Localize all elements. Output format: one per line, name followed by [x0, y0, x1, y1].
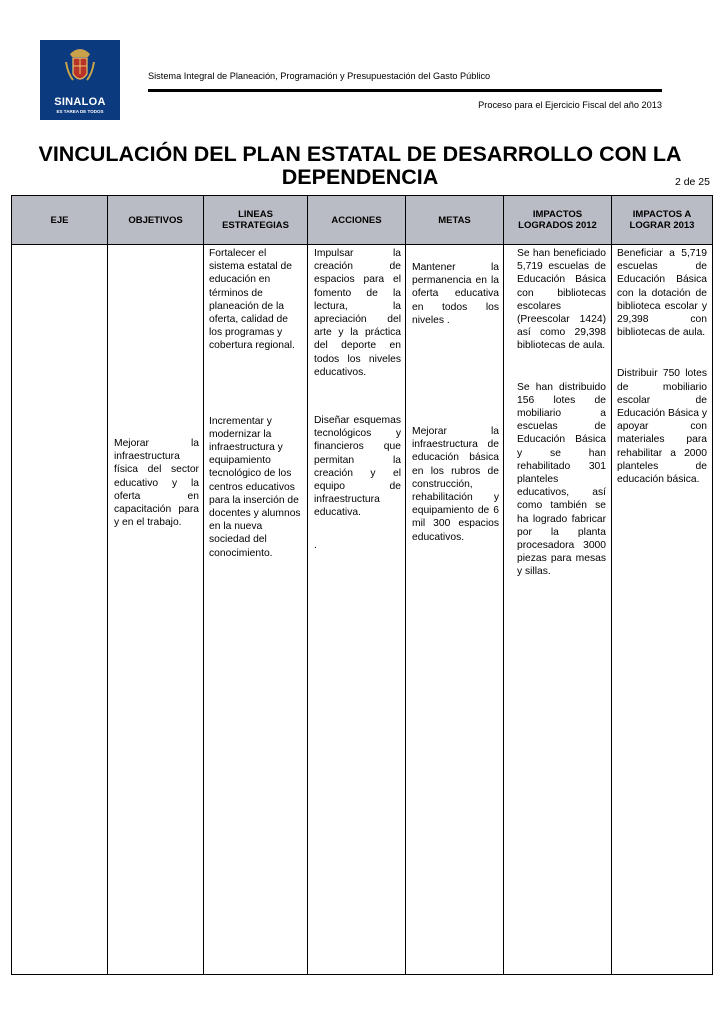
header-rule	[148, 89, 662, 92]
coat-of-arms-icon	[40, 40, 120, 96]
accion-text-2: Diseñar esquemas tecnológicos y financieros que permitan la creación y el equipo de infraestructura educativa.	[314, 415, 401, 519]
table-header-row	[12, 196, 713, 245]
page-number: 2 de 25	[674, 176, 710, 188]
accion-dot: .	[314, 539, 317, 551]
table-row	[12, 245, 713, 975]
header-lineas: LINEAS ESTRATEGIAS	[204, 196, 308, 245]
header-eje: EJE	[12, 196, 108, 245]
eje-cell	[12, 245, 108, 975]
lograr-text-1: Beneficiar a 5,719 escuelas de Educación Básica con la dotación de biblioteca escolar y 29,398 con bibliotecas de aula.	[617, 248, 707, 339]
meta-text-2: Mejorar la infraestructura de educación básica en los rubros de construcción, rehabilitación y equipamiento de 6 mil 300 espacios educativos.	[412, 426, 499, 543]
sinaloa-logo	[40, 40, 120, 120]
header-impactos-logrados: IMPACTOS LOGRADOS 2012	[504, 196, 612, 245]
objetivo-cell	[108, 245, 204, 975]
header-impactos-lograr: IMPACTOS A LOGRAR 2013	[612, 196, 713, 245]
lineas-cell	[204, 245, 308, 975]
logo-tagline: ES TAREA DE TODOS	[56, 109, 104, 114]
lograr-text-2: Distribuir 750 lotes de mobiliario escolar de Educación Básica y apoyar con materiales para rehabilitar a 2000 planteles de educación básica.	[617, 368, 707, 486]
linea-text-2: Incrementar y modernizar la infraestructura y equipamiento tecnológico de los centros educativos para la inserción de docentes y alumnos en la nueva sociedad del conocimiento.	[209, 415, 301, 559]
logrado-text-2: Se han distribuido 156 lotes de mobiliario a escuelas de Educación Básica y se han rehabilitado 301 planteles educativos, así como también se ha logrado fabricar por la planta procesadora 3000 piezas para mesas y sillas.	[517, 381, 606, 578]
page-title: VINCULACIÓN DEL PLAN ESTATAL DE DESARROLLO CON LA DEPENDENCIA	[38, 142, 682, 189]
impactos-lograr-cell	[612, 245, 713, 975]
logrado-text-1: Se han beneficiado 5,719 escuelas de Educación Básica con bibliotecas escolares (Preescolar 1424) así como 29,398 bibliotecas de aula.	[517, 248, 606, 352]
logo-name: SINALOA	[54, 96, 106, 108]
objetivo-text: Mejorar la infraestructura física del sector educativo y la oferta en capacitación para y en el trabajo.	[114, 438, 199, 529]
system-title: Sistema Integral de Planeación, Programación y Presupuestación del Gasto Público	[148, 71, 491, 81]
header-metas: METAS	[406, 196, 504, 245]
linea-text-1: Fortalecer el sistema estatal de educación en términos de planeación de la oferta, calidad de los programas y cobertura regional.	[209, 248, 295, 352]
acciones-cell	[308, 245, 406, 975]
header-acciones: ACCIONES	[308, 196, 406, 245]
accion-text-1: Impulsar la creación de espacios para el fomento de la lectura, la apreciación del arte y la práctica del deporte en todos los niveles educativos.	[314, 248, 401, 378]
linkage-table	[11, 195, 713, 975]
metas-cell	[406, 245, 504, 975]
header-objetivos: OBJETIVOS	[108, 196, 204, 245]
impactos-logrados-cell	[504, 245, 612, 975]
meta-text-1: Mantener la permanencia en la oferta educativa en todos los niveles .	[412, 262, 499, 326]
process-label: Proceso para el Ejercicio Fiscal del año 2013	[478, 100, 662, 110]
